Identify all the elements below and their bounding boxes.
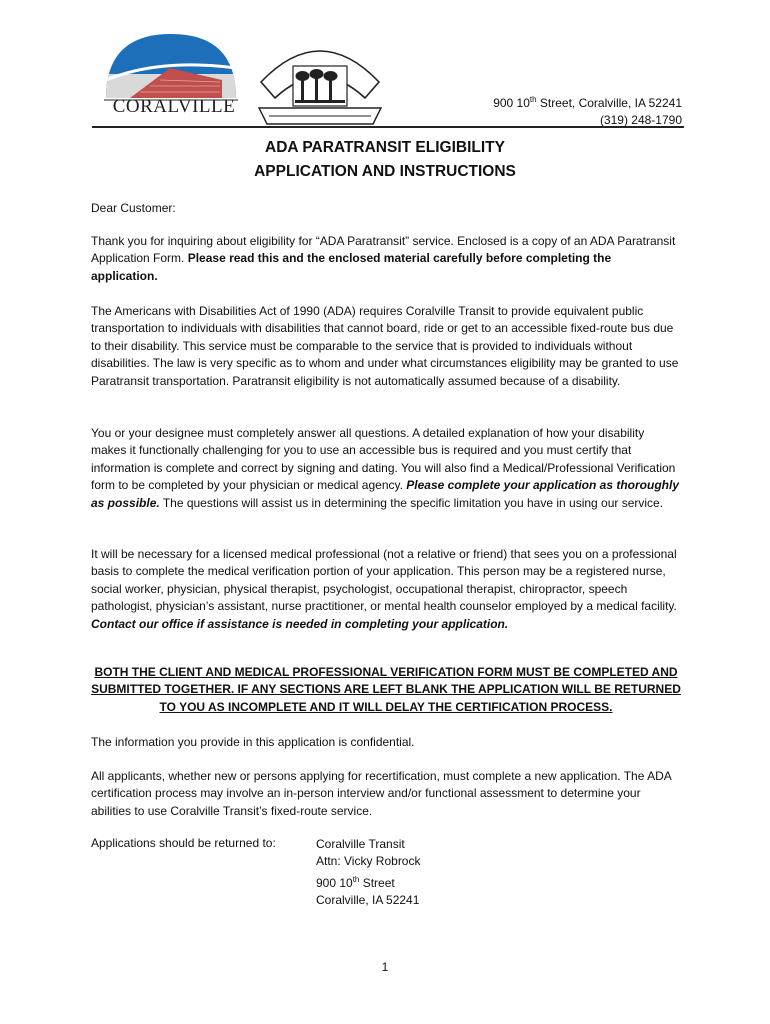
paragraph-designee: You or your designee must completely answer all questions. A detailed explanation of how your disability makes it functionally challenging for you to use an accessible bus is required and you must certify that information is complete and correct by signing and dating. You will also find a Medical/Professional Verification form to be completed by your physician or medical agency. Please complete your application as thoroughly as possible. The questions will assist us in determining the specific limitation you have in using our service. <box>91 426 679 510</box>
return-line1: Coralville Transit <box>316 837 405 851</box>
address-line: 900 10th Street, Coralville, IA 52241 <box>493 95 682 110</box>
return-line2: Attn: Vicky Robrock <box>316 854 421 869</box>
header-divider <box>92 126 684 128</box>
return-address-label: Applications should be returned to: <box>91 836 276 850</box>
coralville-logo-text: CORALVILLE <box>112 96 236 117</box>
important-notice: BOTH THE CLIENT AND MEDICAL PROFESSIONAL VERIFICATION FORM MUST BE COMPLETED AND SUBMITTED TOGETHER. IF ANY SECTIONS ARE LEFT BLANK THE APPLICATION WILL BE RETURNED TO YOU AS INCOMPLETE AND IT WILL DELAY THE CERTIFICATION PROCESS. <box>91 665 681 714</box>
return-line3: 900 10th Street <box>316 874 395 890</box>
paragraph-ada: The Americans with Disabilities Act of 1990 (ADA) requires Coralville Transit to provide equivalent public transportation to individuals with disabilities that cannot board, ride or get to an accessible fixed-route bus due to their disability. This service must be comparable to the service that is provided to individuals without disabilities. The law is very specific as to whom and under what circumstances eligibility may be granted to use Paratransit transportation. Paratransit eligibility is not automatically assumed because of a disability. <box>91 304 679 388</box>
paragraph-medical-professional: It will be necessary for a licensed medical professional (not a relative or friend) that sees you on a professional basis to complete the medical verification portion of your application. This person may be a registered nurse, social worker, physician, physical therapist, psychologist, occupational therapist, chiropractor, speech pathologist, physician’s assistant, nurse practitioner, or mental health counselor employed by a medical facility. Contact our office if assistance is needed in completing your application. <box>91 547 677 631</box>
paragraph-intro: Thank you for inquiring about eligibility for “ADA Paratransit” service. Enclosed is a copy of an ADA Paratransit Application Form. Please read this and the enclosed material carefully before completing the application. <box>91 234 676 283</box>
page-title-line1: ADA PARATRANSIT ELIGIBILITY <box>265 139 505 156</box>
north-liberty-logo <box>255 38 385 130</box>
paragraph-confidential: The information you provide in this application is confidential. <box>91 735 415 749</box>
page-title-line2: APPLICATION AND INSTRUCTIONS <box>254 163 516 180</box>
page-number: 1 <box>381 960 389 974</box>
header-address <box>493 91 682 129</box>
salutation: Dear Customer: <box>91 201 176 215</box>
return-line4: Coralville, IA 52241 <box>316 893 420 908</box>
paragraph-applicants: All applicants, whether new or persons applying for recertification, must complete a new application. The ADA certification process may involve an in-person interview and/or functional assessment to determine your abilities to use Coralville Transit’s fixed-route service. <box>91 769 672 818</box>
address-phone: (319) 248-1790 <box>599 113 682 127</box>
return-address <box>316 836 420 910</box>
